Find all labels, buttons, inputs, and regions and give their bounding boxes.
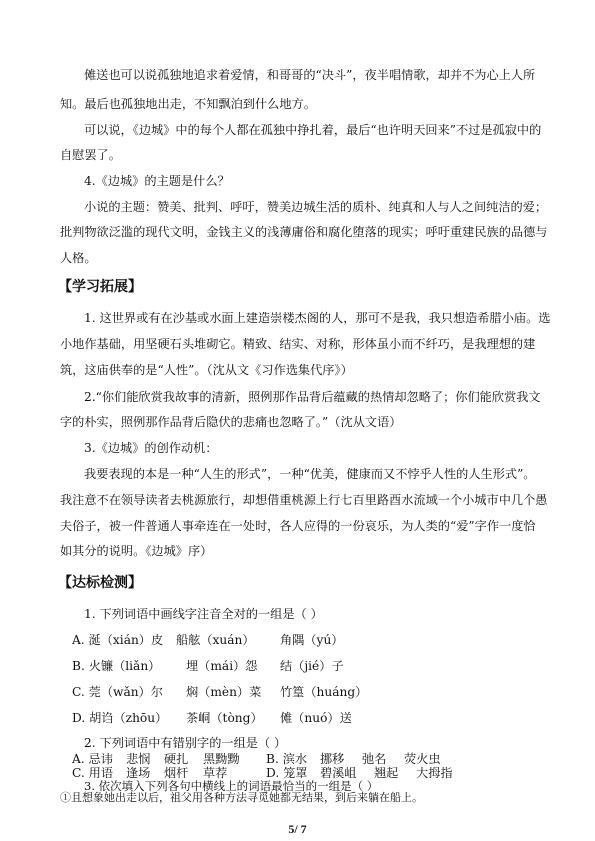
q2-option-b-3: 弛名 bbox=[362, 752, 387, 766]
paragraph-line: 批判物欲泛滥的现代文明，金钱主义的浅薄庸俗和腐化堕落的现实；呼吁重建民族的品德与 bbox=[60, 225, 548, 239]
page-number: 5/ 7 bbox=[288, 822, 307, 836]
q1-option-a-1: A. 涎（xián）皮 bbox=[72, 633, 164, 647]
q2-option-c-1: C. 用语 bbox=[72, 766, 114, 780]
question-2: 2. 下列词语中有错别字的一组是（ ） bbox=[84, 736, 287, 750]
q2-option-d-4: 大拇指 bbox=[416, 766, 453, 780]
q1-option-b-2: 埋（mái）怨 bbox=[186, 659, 258, 673]
q1-option-a-2: 船舷（xuán） bbox=[176, 633, 255, 647]
paragraph-line: 我要表现的本是一种“人生的形式”，一种“优美，健康而又不悖乎人性的人生形式”。 bbox=[84, 467, 536, 481]
paragraph-line: 可以说，《边城》中的每个人都在孤独中挣扎着，最后“也许明天回来”不过是孤寂中的 bbox=[84, 123, 542, 137]
q2-option-d-1: D. 笼罩 bbox=[266, 766, 308, 780]
q2-option-a-2: 悲悯 bbox=[126, 752, 151, 766]
q2-option-a-1: A. 忌讳 bbox=[72, 752, 113, 766]
paragraph-line: 小说的主题：赞美、批判、呼吁，赞美边城生活的质朴、纯真和人与人之间纯洁的爱； bbox=[84, 200, 548, 214]
q1-option-c-2: 焖（mèn）菜 bbox=[186, 685, 262, 699]
q1-option-c-1: C. 莞（wǎn）尔 bbox=[72, 685, 163, 699]
question-3: 3. 依次填入下列各句中横线上的词语最恰当的一组是（ ） bbox=[84, 779, 379, 793]
paragraph-line: 知。最后也孤独地出走，不知飘泊到什么地方。 bbox=[60, 97, 316, 111]
paragraph-line: 筑，这庙供奉的是“人性”。（沈从文《习作选集代序》） bbox=[60, 363, 353, 377]
q1-option-b-1: B. 火镰（liǎn） bbox=[72, 659, 161, 673]
q2-option-b-4: 荧火虫 bbox=[404, 752, 441, 766]
q2-option-c-4: 草荐 bbox=[203, 766, 228, 780]
q1-option-a-3: 角隅（yú） bbox=[280, 633, 344, 647]
paragraph-line: 字的朴实，照例那作品背后隐伏的悲痛也忽略了。”（沈从文语） bbox=[60, 415, 402, 429]
q2-option-d-2: 碧溪岨 bbox=[320, 766, 357, 780]
paragraph-line: 夫俗子，被一件普通人事牵连在一处时，各人应得的一份哀乐，为人类的“爱”字作一度恰 bbox=[60, 519, 536, 533]
q1-option-d-2: 茶峒（tòng） bbox=[186, 711, 263, 725]
q2-option-a-4: 黑黝黝 bbox=[203, 752, 240, 766]
section-heading-extension: 【学习拓展】 bbox=[58, 279, 142, 295]
paragraph-line: 傩送也可以说孤独地追求着爱情，和哥哥的“决斗”，夜半唱情歌，却并不为心上人所 bbox=[84, 68, 536, 82]
paragraph-line: 我注意不在领导读者去桃源旅行，却想借重桃源上行七百里路酉水流域一个小城市中几个愚 bbox=[60, 493, 548, 507]
paragraph-line: 2.“你们能欣赏我故事的清新，照例那作品背后蕴藏的热情却忽略了；你们能欣赏我文 bbox=[84, 390, 541, 404]
q1-option-b-3: 结（jié）子 bbox=[280, 659, 344, 673]
q2-option-c-3: 烟杆 bbox=[164, 766, 189, 780]
paragraph-line: 自慰罢了。 bbox=[60, 148, 121, 162]
q1-option-c-3: 竹篁（huáng） bbox=[280, 685, 368, 699]
paragraph-line: 如其分的说明。《边城》序） bbox=[60, 544, 213, 558]
paragraph-line: 3.《边城》的创作动机： bbox=[84, 441, 218, 455]
question-4: 4.《边城》的主题是什么？ bbox=[84, 174, 230, 188]
q2-option-b-2: 挪移 bbox=[320, 752, 345, 766]
q1-option-d-1: D. 胡诌（zhōu） bbox=[72, 711, 168, 725]
question-3-sentence-1: ①且想象她出走以后，祖父用各种方法寻觅她都无结果，到后来躺在船上。 bbox=[60, 791, 423, 804]
paragraph-line: 小地作基础，用坚硬石头堆砌它。精致、结实、对称，形体虽小而不纤巧，是我理想的建 bbox=[60, 337, 536, 351]
q2-option-a-3: 硬扎 bbox=[164, 752, 189, 766]
q2-option-b-1: B. 滨水 bbox=[266, 752, 308, 766]
q1-option-d-3: 傩（nuó）送 bbox=[280, 711, 352, 725]
question-1: 1. 下列词语中画线字注音全对的一组是（ ） bbox=[84, 607, 323, 621]
paragraph-line: 人格。 bbox=[60, 251, 97, 265]
q2-option-c-2: 逢场 bbox=[126, 766, 151, 780]
q2-option-d-3: 翘起 bbox=[374, 766, 399, 780]
paragraph-line: 1. 这世界或有在沙基或水面上建造崇楼杰阁的人，那可不是我，我只想造希腊小庙。选 bbox=[84, 311, 551, 325]
section-heading-test: 【达标检测】 bbox=[58, 575, 142, 591]
